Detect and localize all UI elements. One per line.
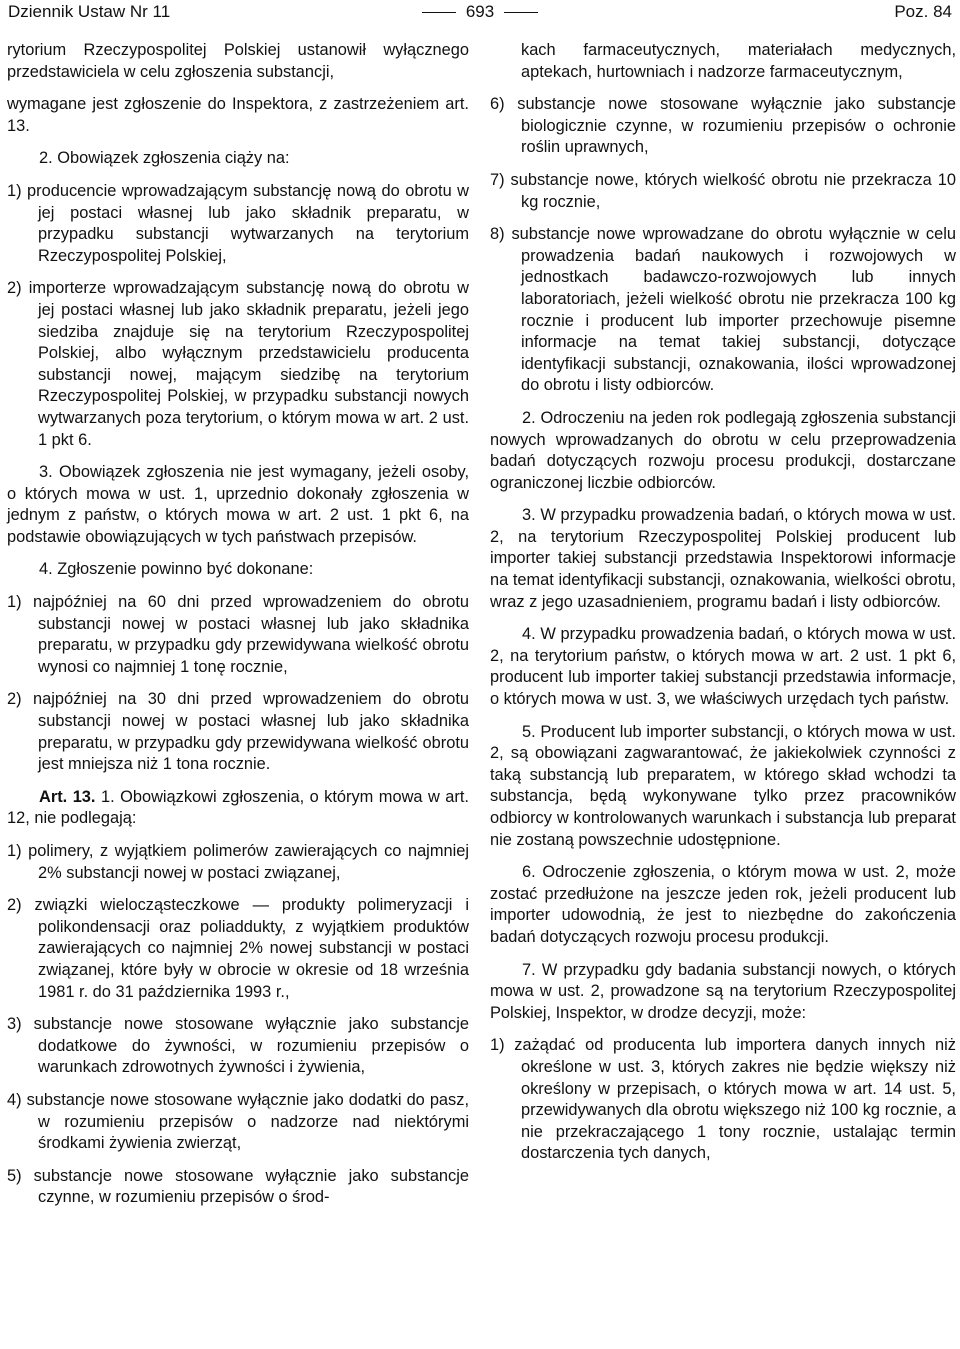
list-item: 2) importerze wprowadzającym substancję nową do obrotu w jej postaci własnej lub jako składnik preparatu, jeżeli jego siedziba znajduje się na terytorium Rzeczypospolitej Polskiej, albo wyłącznym przedstawicielu producenta substancji nowej, mającym siedzibę na terytorium Rzeczypospolitej Polskiej, w przypadku substancji nowych wytwarzanych poza terytorium, o którym mowa w art. 2 ust. 1 pkt 6. <box>7 279 469 449</box>
article-13-paragraph <box>7 787 469 830</box>
page-header <box>8 0 952 26</box>
list-item: 1) producencie wprowadzającym substancję nową do obrotu w jej postaci własnej lub jako składnik preparatu, w przypadku substancji wytwarzanych na terytorium Rzeczypospolitej Polskiej, <box>7 181 469 265</box>
list-item: 7) substancje nowe, których wielkość obrotu nie przekracza 10 kg rocznie, <box>490 170 956 211</box>
list-item: 1) najpóźniej na 60 dni przed wprowadzeniem do obrotu substancji nowej w postaci własnej lub jako składnika preparatu, w przypadku gdy przewidywana wielkość obrotu wynosi co najmniej 1 tonę rocznie, <box>7 593 469 676</box>
paragraph-4: 4. W przypadku prowadzenia badań, o których mowa w ust. 2, na terytorium państw, o których mowa w art. 2 ust. 1 pkt 6, producent lub importer takiej substancji przedstawia informacje, o których mowa w ust. 3, we właściwych urzędach tych państw. <box>490 625 956 709</box>
paragraph-6: 6. Odroczenie zgłoszenia, o którym mowa w ust. 2, może zostać przedłużone na jeszcze jeden rok, jeżeli producent lub importer udowodnią, że jest to niezbędne do zakończenia badań dotyczących rozwoju procesu produkcji. <box>490 863 956 946</box>
article-label: Art. 13. <box>39 787 96 806</box>
position-label: Poz. 84 <box>894 2 952 21</box>
left-column <box>7 40 469 1220</box>
list-item: 1) polimery, z wyjątkiem polimerów zawierających co najmniej 2% substancji nowej w postaci związanej, <box>7 842 469 882</box>
page-number-wrapper <box>8 0 952 24</box>
paragraph-4: 4. Zgłoszenie powinno być dokonane: <box>39 560 314 579</box>
paragraph-5: 5. Producent lub importer substancji, o których mowa w ust. 2, są obowiązani zagwarantować, że jakiekolwiek czynności z taką substancją lub preparatem, w którego skład wchodzi ta substancja, będą wykonywane tylko przez pracowników odbiorcy w kontrolowanych warunkach i substancja lub preparat nie zostaną powszechnie udostępnione. <box>490 722 956 849</box>
list-item: 8) substancje nowe wprowadzane do obrotu wyłącznie w celu prowadzenia badań naukowych i rozwojowych w jednostkach badawczo-rozwojowych lub innych laboratoriach, jeżeli wielkość obrotu nie przekracza 100 kg rocznie i producent lub importer przechowuje pisemne informacje na temat takiej substancji, dotyczące identyfikacji substancji, oznakowania, ilości wprowadzonej do obrotu i listy odbiorców. <box>490 225 956 395</box>
right-column <box>490 40 956 1176</box>
left-dash <box>422 12 456 13</box>
article-text: 1. Obowiązkowi zgłoszenia, o którym mowa w art. 12, nie podlegają: <box>7 787 469 828</box>
list-item: 3) substancje nowe stosowane wyłącznie jako substancje dodatkowe do żywności, w rozumieniu przepisów o warunkach zdrowotnych żywności i żywienia, <box>7 1015 469 1077</box>
page-number: 693 <box>465 2 495 21</box>
list-item: 2) związki wielocząsteczkowe — produkty polimeryzacji i polikondensacji oraz poliaddukty, z wyjątkiem produktów zawierających co najmniej 2% nowej substancji w postaci związanej, które były w obrocie w okresie od 18 września 1981 r. do 31 października 1993 r., <box>7 896 469 1001</box>
journal-title: Dziennik Ustaw Nr 11 <box>8 2 171 21</box>
continuation-paragraph: kach farmaceutycznych, materiałach medycznych, aptekach, hurtowniach i nadzorze farmaceutycznym, <box>521 41 956 81</box>
list-item: 6) substancje nowe stosowane wyłącznie jako substancje biologicznie czynne, w rozumieniu przepisów o ochronie roślin uprawnych, <box>490 95 956 157</box>
paragraph-2: 2. Odroczeniu na jeden rok podlegają zgłoszenia substancji nowych wprowadzanych do obrotu w celu przeprowadzenia badań dotyczących rozwoju procesu produkcji, dostarczane ograniczonej liczbie odbiorców. <box>490 408 956 492</box>
list-item: 5) substancje nowe stosowane wyłącznie jako substancje czynne, w rozumieniu przepisów o środ- <box>7 1166 469 1207</box>
paragraph-3: 3. W przypadku prowadzenia badań, o których mowa w ust. 2, na terytorium Rzeczypospolitej Polskiej producent lub importer takiej substancji przedstawia Inspektorowi informacje na temat identyfikacji substancji, oznakowania, wielkości obrotu, wraz z jego uzasadnieniem, programu badań i listy odbiorców. <box>490 506 956 611</box>
paragraph-7: 7. W przypadku gdy badania substancji nowych, o których mowa w ust. 2, prowadzone są na terytorium Rzeczypospolitej Polskiej, Inspektor, w drodze decyzji, może: <box>490 960 956 1022</box>
paragraph-3: 3. Obowiązek zgłoszenia nie jest wymagany, jeżeli osoby, o których mowa w ust. 1, uprzednio dokonały zgłoszenia w jednym z państw, o których mowa w art. 2 ust. 1 pkt 6, na podstawie obowiązujących w tych państwach przepisów. <box>7 463 469 546</box>
paragraph-requirement: wymagane jest zgłoszenie do Inspektora, z zastrzeżeniem art. 13. <box>7 95 469 135</box>
right-dash <box>504 12 538 13</box>
continuation-paragraph: rytorium Rzeczypospolitej Polskiej ustanowił wyłącznego przedstawiciela w celu zgłoszenia substancji, <box>7 41 469 81</box>
list-item: 4) substancje nowe stosowane wyłącznie jako dodatki do pasz, w rozumieniu przepisów o nadzorze nad niektórymi środkami żywienia zwierząt, <box>7 1090 469 1153</box>
list-item: 1) zażądać od producenta lub importera danych innych niż określone w ust. 3, których zakres nie będzie większy niż określony w przepisach, o których mowa w art. 14 ust. 5, przewidywanych dla obrotu większego niż 100 kg rocznie, a nie przekraczającego 1 tony rocznie, ustalając termin dostarczenia tych danych, <box>490 1036 956 1163</box>
list-item: 2) najpóźniej na 30 dni przed wprowadzeniem do obrotu substancji nowej w postaci własnej lub jako składnika preparatu, w przypadku gdy przewidywana wielkość obrotu jest mniejsza niż 1 tona rocznie. <box>7 690 469 774</box>
paragraph-2: 2. Obowiązek zgłoszenia ciąży na: <box>39 149 290 168</box>
